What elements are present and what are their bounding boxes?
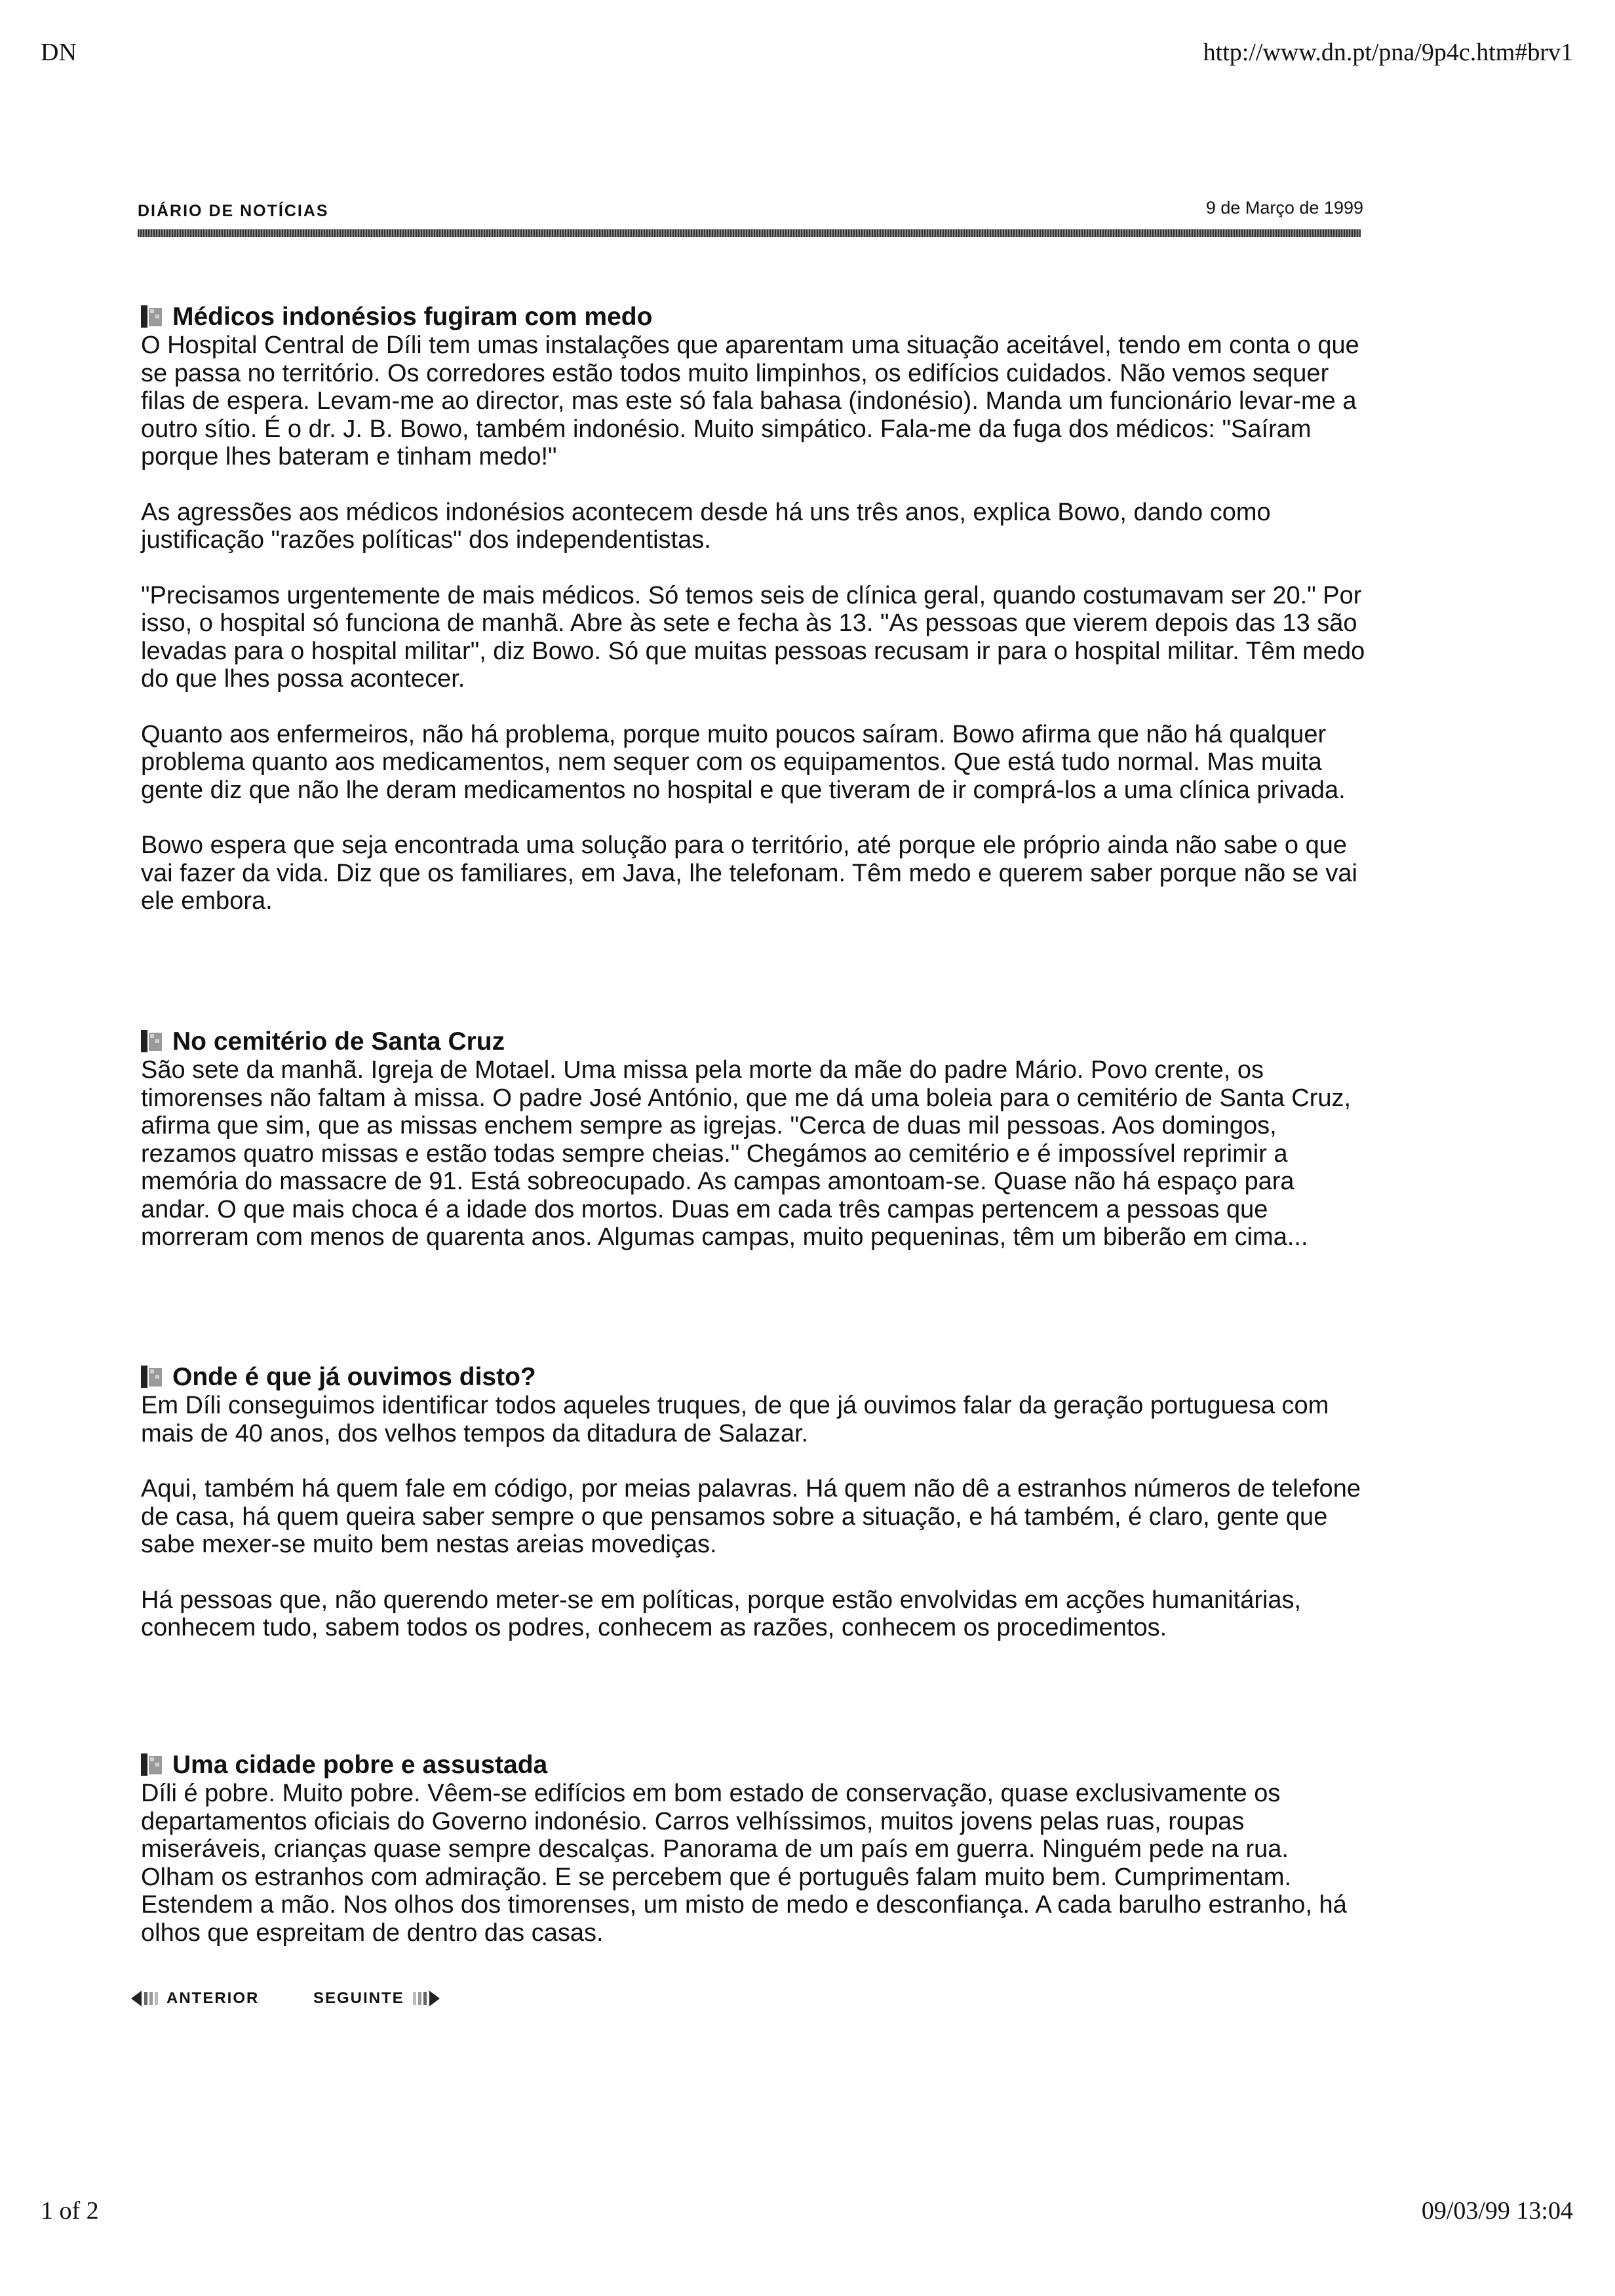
print-header-site: DN [41,39,77,66]
section-bullet-icon [141,1030,163,1052]
section-title-text: No cemitério de Santa Cruz [172,1027,505,1056]
section-bullet-icon [141,305,163,328]
paragraph: Quanto aos enfermeiros, não há problema, porque muito poucos saíram. Bowo afirma que não há qualquer problema quanto aos medicamentos, nem sequer com os equipamentos. Que está tudo normal. Mas muita gente diz que não lhe deram medicamentos no hospital e que tiveram de ir comprá-los a uma clínica privada. [141,720,1346,804]
article-section [141,1027,1367,1252]
arrow-right-icon [411,1989,440,2008]
section-title-text: Uma cidade pobre e assustada [172,1751,548,1779]
print-footer-timestamp: 09/03/99 13:04 [1421,2197,1573,2225]
masthead [138,195,1363,235]
arrow-left-icon [131,1989,160,2008]
paragraph: Díli é pobre. Muito pobre. Vêem-se edifícios em bom estado de conservação, quase exclusivamente os departamentos oficiais do Governo indonésio. Carros velhíssimos, muitos jovens pelas ruas, roupas miseráveis, crianças quase sempre descalças. Panorama de um país em guerra. Ninguém pede na rua. Olham os estranhos com admiração. E se percebem que é português falam muito bem. Cumprimentam. Estendem a mão. Nos olhos dos timorenses, um misto de medo e desconfiança. A cada barulho estranho, há olhos que espreitam de dentro das casas. [141,1780,1347,1947]
article-section [141,1751,1367,1947]
previous-link[interactable] [131,1989,265,2008]
section-title-text: Médicos indonésios fugiram com medo [172,303,653,331]
article-section [141,1363,1367,1642]
paragraph: Bowo espera que seja encontrada uma solução para o território, até porque ele próprio ainda não sabe o que vai fazer da vida. Diz que os familiares, em Java, lhe telefonam. Têm medo e querem saber porque não se vai ele embora. [141,832,1357,915]
paragraph: Em Díli conseguimos identificar todos aqueles truques, de que já ouvimos falar da geração portuguesa com mais de 40 anos, dos velhos tempos da ditadura de Salazar. [141,1392,1329,1447]
article-section [141,303,1367,915]
paragraph: O Hospital Central de Díli tem umas instalações que aparentam uma situação aceitável, tendo em conta o que se passa no território. Os corredores estão todos muito limpinhos, os edifícios cuidados. Não vemos sequer filas de espera. Levam-me ao director, mas este só fala bahasa (indonésio). Manda um funcionário levar-me a outro sítio. É o dr. J. B. Bowo, também indonésio. Muito simpático. Fala-me da fuga dos médicos: "Saíram porque lhes bateram e tinham medo!" [141,332,1359,470]
section-title [141,1363,1367,1392]
section-title [141,1751,1367,1780]
next-link-label: SEGUINTE [313,1989,404,2007]
next-link[interactable] [307,1989,440,2008]
print-header-url: http://www.dn.pt/pna/9p4c.htm#brv1 [1203,39,1573,66]
section-title [141,303,1367,332]
previous-link-label: ANTERIOR [166,1989,260,2007]
masthead-divider [138,229,1361,237]
section-bullet-icon [141,1366,163,1388]
section-title [141,1027,1367,1056]
paragraph: Aqui, também há quem fale em código, por meias palavras. Há quem não dê a estranhos números de telefone de casa, há quem queira saber sempre o que pensamos sobre a situação, e há também, é claro, gente que sabe mexer-se muito bem nestas areias movediças. [141,1475,1361,1558]
paragraph: As agressões aos médicos indonésios acontecem desde há uns três anos, explica Bowo, dando como justificação "razões políticas" dos independentistas. [141,498,1271,554]
section-title-text: Onde é que já ouvimos disto? [172,1363,536,1391]
paragraph: Há pessoas que, não querendo meter-se em políticas, porque estão envolvidas em acções humanitárias, conhecem tudo, sabem todos os podres, conhecem as razões, conhecem os procedimentos. [141,1586,1302,1641]
paragraph: São sete da manhã. Igreja de Motael. Uma missa pela morte da mãe do padre Mário. Povo crente, os timorenses não faltam à missa. O padre José António, que me dá uma boleia para o cemitério de Santa Cruz, afirma que sim, que as missas enchem sempre as igrejas. "Cerca de duas mil pessoas. Aos domingos, rezamos quatro missas e estão todas sempre cheias." Chegámos ao cemitério e é impossível reprimir a memória do massacre de 91. Está sobreocupado. As campas amontoam-se. Quase não há espaço para andar. O que mais choca é a idade dos mortos. Duas em cada três campas pertencem a pessoas que morreram com menos de quarenta anos. Algumas campas, muito pequeninas, têm um biberão em cima... [141,1056,1352,1251]
print-footer-page: 1 of 2 [41,2197,99,2225]
paragraph: "Precisamos urgentemente de mais médicos. Só temos seis de clínica geral, quando costumavam ser 20." Por isso, o hospital só funciona de manhã. Abre às sete e fecha às 13. "As pessoas que vierem depois das 13 são levadas para o hospital militar", diz Bowo. Só que muitas pessoas recusam ir para o hospital militar. Têm medo do que lhes possa acontecer. [141,581,1365,693]
masthead-logo: DIÁRIO DE NOTÍCIAS [138,202,329,220]
section-bullet-icon [141,1753,163,1776]
masthead-date: 9 de Março de 1999 [1205,198,1363,218]
article-navigation [131,1989,524,2015]
